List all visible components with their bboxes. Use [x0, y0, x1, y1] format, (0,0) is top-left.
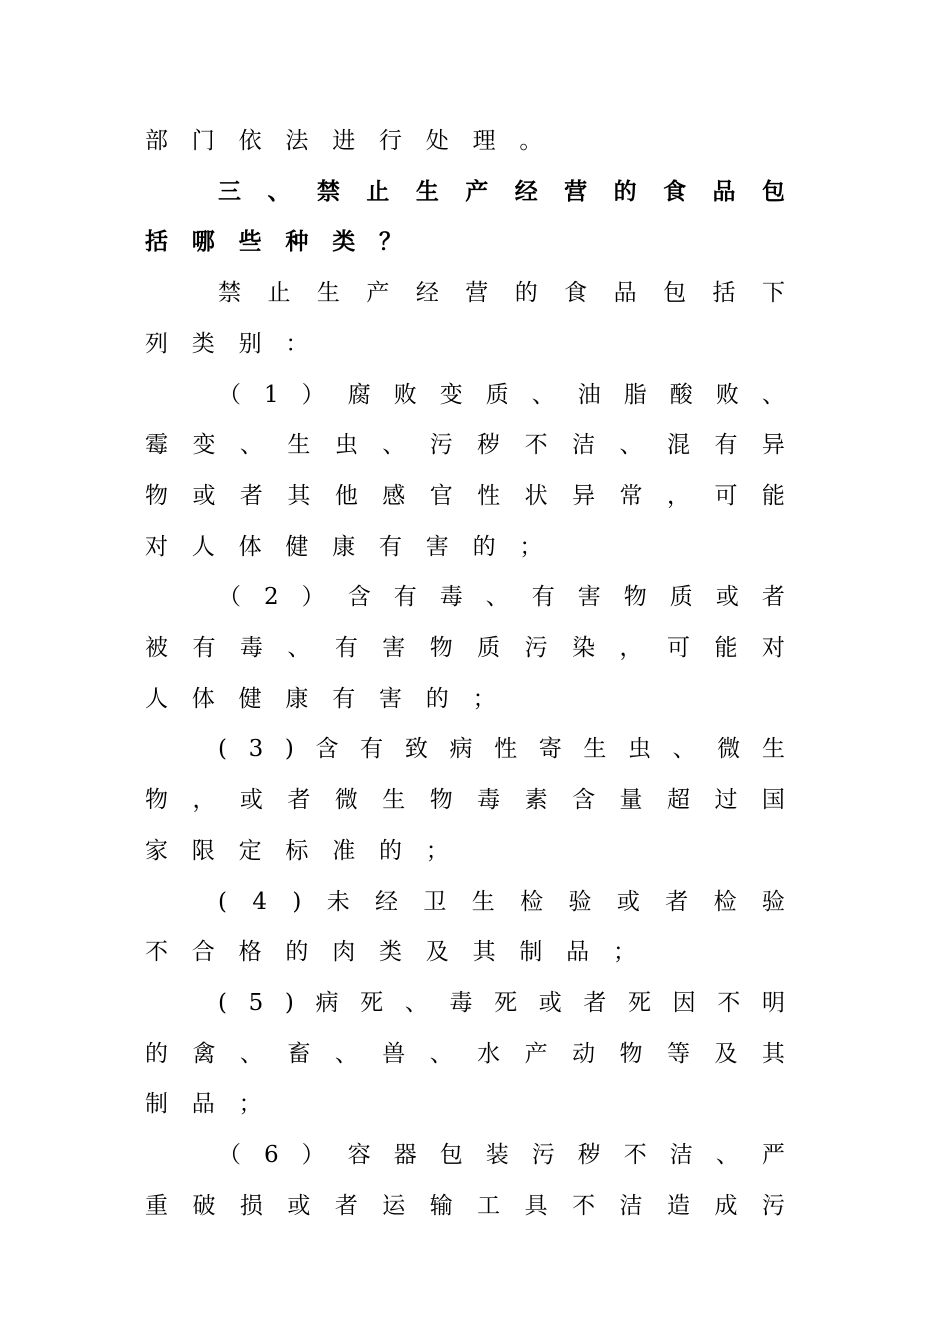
- list-item-line: （ 2 ） 含 有 毒 、 有 害 物 质 或 者: [218, 584, 785, 611]
- text-line: 不 合 格 的 肉 类 及 其 制 品 ；: [145, 939, 636, 966]
- text-line: 家 限 定 标 准 的 ；: [145, 837, 449, 864]
- text-line: 列 类 别 ：: [145, 330, 309, 357]
- list-item-line: ( 4 ) 未 经 卫 生 检 验 或 者 检 验: [218, 888, 785, 915]
- section-heading-line: 三 、 禁 止 生 产 经 营 的 食 品 包: [218, 178, 785, 205]
- list-item-line: ( 3 ) 含 有 致 病 性 寄 生 虫 、 微 生: [218, 736, 785, 763]
- text-line: 制 品 ；: [145, 1091, 262, 1118]
- text-line: 物 ， 或 者 微 生 物 毒 素 含 量 超 过 国: [145, 787, 785, 814]
- text-line: 被 有 毒 、 有 害 物 质 污 染 ， 可 能 对: [145, 635, 785, 661]
- text-line: 霉 变 、 生 虫 、 污 秽 不 洁 、 混 有 异: [145, 432, 785, 459]
- text-line: 对 人 体 健 康 有 害 的 ；: [145, 533, 543, 560]
- text-line: 禁 止 生 产 经 营 的 食 品 包 括 下: [218, 280, 785, 307]
- text-line: 重 破 损 或 者 运 输 工 具 不 洁 造 成 污: [145, 1192, 785, 1219]
- text-line: 人 体 健 康 有 害 的 ；: [145, 685, 496, 712]
- section-heading-line: 括 哪 些 种 类 ？: [145, 229, 402, 256]
- list-item-line: ( 5 ) 病 死 、 毒 死 或 者 死 因 不 明: [218, 989, 785, 1016]
- text-line: 的 禽 、 畜 、 兽 、 水 产 动 物 等 及 其: [145, 1040, 785, 1067]
- text-line: 物 或 者 其 他 感 官 性 状 异 常 ， 可 能: [145, 482, 785, 509]
- list-item-line: （ 1 ） 腐 败 变 质 、 油 脂 酸 败 、: [218, 381, 785, 408]
- list-item-line: （ 6 ） 容 器 包 装 污 秽 不 洁 、 严: [218, 1142, 785, 1168]
- text-line: 部 门 依 法 进 行 处 理 。: [145, 128, 543, 154]
